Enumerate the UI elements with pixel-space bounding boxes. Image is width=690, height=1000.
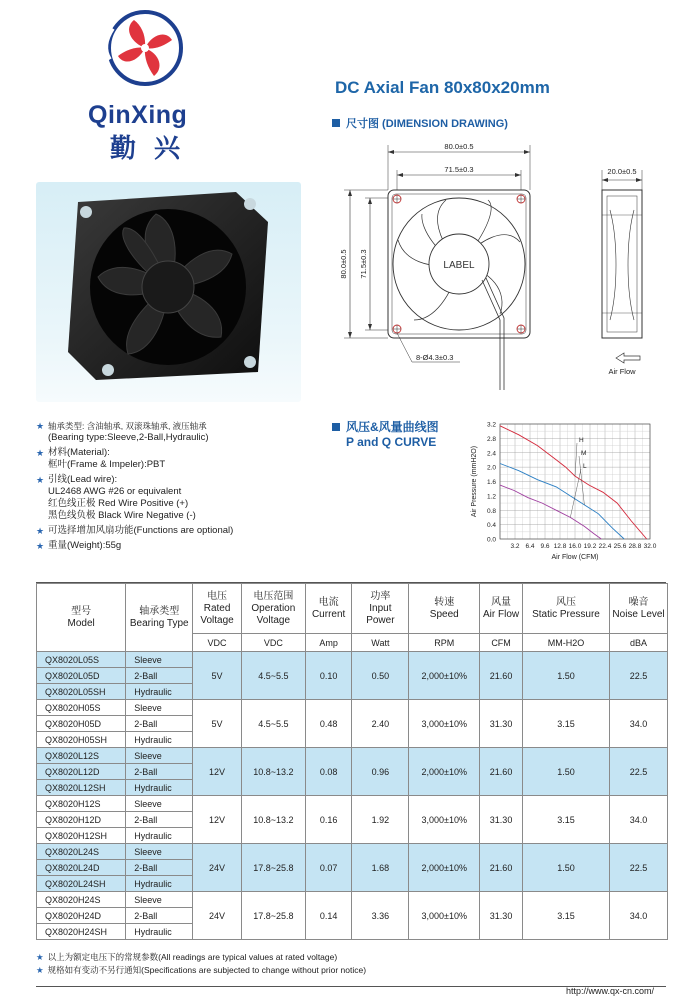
bearing-cell: 2-Ball	[126, 668, 193, 684]
x-tick-label: 6.4	[525, 543, 535, 550]
current-cell: 0.48	[305, 700, 352, 748]
table-row	[37, 652, 668, 668]
dimension-drawing	[330, 130, 680, 400]
brand-name: QinXing	[88, 101, 188, 129]
power-cell: 3.36	[352, 892, 409, 940]
model-cell: QX8020L05S	[37, 652, 126, 668]
series-callout-line	[575, 443, 577, 476]
voltage-cell: 12V	[193, 748, 242, 796]
y-tick-label: 2.0	[486, 464, 496, 472]
header-cn: 电流	[318, 596, 339, 608]
spec-table-wrap	[36, 582, 666, 940]
airflow-arrow-icon	[616, 353, 640, 363]
header-cell	[241, 584, 305, 634]
airflow-label: Air Flow	[608, 367, 636, 376]
model-cell: QX8020H05SH	[37, 732, 126, 748]
star-bullet-icon: ★	[36, 952, 44, 962]
table-header-row	[37, 584, 668, 634]
curve-heading: 风压&风量曲线图 P and Q CURVE	[332, 420, 439, 450]
range-cell: 4.5~5.5	[241, 700, 305, 748]
header-cell	[522, 584, 609, 634]
pressure-cell: 3.15	[522, 700, 609, 748]
square-bullet-icon	[332, 423, 340, 431]
brand-logo	[86, 6, 206, 129]
spec-functions: ★ 可选择增加风扇功能(Functions are optional)	[36, 525, 234, 536]
noise-cell: 22.5	[610, 652, 668, 700]
model-cell: QX8020H24D	[37, 908, 126, 924]
range-cell: 17.8~25.8	[241, 844, 305, 892]
voltage-cell: 5V	[193, 652, 242, 700]
speed-cell: 3,000±10%	[409, 892, 480, 940]
spec-table	[36, 583, 668, 940]
voltage-cell: 24V	[193, 844, 242, 892]
dim-height-hole: 71.5±0.3	[359, 249, 368, 279]
model-cell: QX8020L05D	[37, 668, 126, 684]
table-row	[37, 844, 668, 860]
bearing-cell: Sleeve	[126, 892, 193, 908]
series-line-m	[500, 464, 624, 540]
voltage-cell: 12V	[193, 796, 242, 844]
model-cell: QX8020H05S	[37, 700, 126, 716]
range-cell: 17.8~25.8	[241, 892, 305, 940]
power-cell: 1.68	[352, 844, 409, 892]
x-tick-label: 22.4	[598, 543, 612, 550]
star-bullet-icon: ★	[36, 421, 45, 431]
unit-cell: RPM	[409, 634, 480, 652]
bearing-cell: Sleeve	[126, 652, 193, 668]
y-tick-label: 0.4	[486, 522, 496, 530]
header-cn: 功率	[370, 590, 391, 602]
header-en: Noise Level	[612, 608, 665, 620]
header-cn: 电压范围	[253, 590, 294, 602]
y-axis-label: Air Pressure (mmH2O)	[471, 445, 478, 518]
notes	[36, 951, 366, 977]
noise-cell: 22.5	[610, 844, 668, 892]
header-cell	[305, 584, 352, 634]
range-cell: 10.8~13.2	[241, 796, 305, 844]
header-cn: 风量	[491, 596, 512, 608]
pressure-cell: 1.50	[522, 844, 609, 892]
power-cell: 0.96	[352, 748, 409, 796]
model-cell: QX8020H24S	[37, 892, 126, 908]
unit-cell: Watt	[352, 634, 409, 652]
star-bullet-icon: ★	[36, 541, 45, 551]
x-tick-label: 3.2	[510, 543, 520, 550]
bearing-cell: Hydraulic	[126, 924, 193, 940]
header-cn: 风压	[555, 596, 576, 608]
x-tick-label: 32.0	[643, 543, 657, 550]
series-label-m: M	[581, 450, 587, 457]
header-cell	[409, 584, 480, 634]
fan-photo-icon	[36, 182, 301, 402]
x-tick-label: 12.8	[553, 543, 567, 550]
unit-cell: VDC	[193, 634, 242, 652]
bearing-cell: Sleeve	[126, 748, 193, 764]
header-cell	[126, 584, 193, 652]
bearing-cell: Hydraulic	[126, 780, 193, 796]
header-en: Operation Voltage	[251, 602, 296, 626]
model-cell: QX8020L12SH	[37, 780, 126, 796]
bearing-cell: 2-Ball	[126, 764, 193, 780]
model-cell: QX8020L24SH	[37, 876, 126, 892]
dim-depth: 20.0±0.5	[607, 167, 637, 176]
table-row	[37, 796, 668, 812]
header-en: Rated Voltage	[200, 602, 234, 626]
spec-bearing: ★ 轴承类型: 含油轴承, 双滚珠轴承, 液压轴承 (Bearing type:Sleeve,2-Ball,Hydraulic)	[36, 421, 209, 443]
model-cell: QX8020H12D	[37, 812, 126, 828]
header-cn: 转速	[434, 596, 455, 608]
model-cell: QX8020H05D	[37, 716, 126, 732]
unit-cell: dBA	[610, 634, 668, 652]
header-en: Speed	[429, 608, 459, 620]
range-cell: 10.8~13.2	[241, 748, 305, 796]
spec-wire: ★ 引线(Lead wire): UL2468 AWG #26 or equivalent 红色线正极 Red Wire Positive (+) 黑色线负极 Black Wire Negative (-)	[36, 474, 196, 521]
bearing-cell: Sleeve	[126, 700, 193, 716]
header-en: Current	[311, 608, 346, 620]
noise-cell: 22.5	[610, 748, 668, 796]
model-cell: QX8020L24D	[37, 860, 126, 876]
bearing-cell: 2-Ball	[126, 860, 193, 876]
bearing-cell: 2-Ball	[126, 908, 193, 924]
bearing-cell: Hydraulic	[126, 684, 193, 700]
header-cn: 噪音	[628, 596, 649, 608]
dim-width-outer: 80.0±0.5	[444, 142, 474, 151]
speed-cell: 3,000±10%	[409, 700, 480, 748]
header-cell	[480, 584, 523, 634]
x-tick-label: 16.0	[568, 543, 582, 550]
product-title: DC Axial Fan 80x80x20mm	[335, 78, 550, 97]
bearing-cell: Hydraulic	[126, 732, 193, 748]
dim-width-hole: 71.5±0.3	[444, 165, 474, 174]
y-tick-label: 3.2	[486, 421, 496, 429]
model-cell: QX8020H24SH	[37, 924, 126, 940]
x-tick-label: 19.2	[583, 543, 597, 550]
header-en: Model	[67, 617, 95, 629]
flow-cell: 31.30	[480, 700, 523, 748]
fan-label: LABEL	[443, 260, 475, 271]
bearing-cell: 2-Ball	[126, 716, 193, 732]
model-cell: QX8020H12S	[37, 796, 126, 812]
speed-cell: 3,000±10%	[409, 796, 480, 844]
series-label-h: H	[579, 437, 584, 444]
header-en: Air Flow	[483, 608, 520, 620]
header-cell	[610, 584, 668, 634]
flow-cell: 21.60	[480, 652, 523, 700]
y-tick-label: 1.2	[486, 493, 496, 501]
speed-cell: 2,000±10%	[409, 748, 480, 796]
flow-cell: 21.60	[480, 844, 523, 892]
header-en: Input Power	[366, 602, 395, 626]
pressure-cell: 1.50	[522, 652, 609, 700]
star-bullet-icon: ★	[36, 448, 45, 458]
header-cn: 轴承类型	[139, 605, 180, 617]
x-tick-label: 9.6	[540, 543, 550, 550]
model-cell: QX8020L12D	[37, 764, 126, 780]
square-bullet-icon	[332, 119, 340, 127]
dimension-heading: 尺寸图 (DIMENSION DRAWING)	[332, 115, 508, 131]
header-cell	[352, 584, 409, 634]
noise-cell: 34.0	[610, 700, 668, 748]
noise-cell: 34.0	[610, 796, 668, 844]
bearing-cell: Hydraulic	[126, 828, 193, 844]
spec-weight: ★ 重量(Weight):55g	[36, 540, 122, 551]
speed-cell: 2,000±10%	[409, 844, 480, 892]
voltage-cell: 5V	[193, 700, 242, 748]
x-tick-label: 25.6	[613, 543, 627, 550]
header-en: Bearing Type	[129, 617, 189, 629]
flow-cell: 21.60	[480, 748, 523, 796]
table-row	[37, 892, 668, 908]
pq-curve-chart	[466, 418, 666, 568]
power-cell: 2.40	[352, 700, 409, 748]
y-tick-label: 2.4	[486, 450, 496, 458]
header-en: Static Pressure	[532, 608, 600, 620]
range-cell: 4.5~5.5	[241, 652, 305, 700]
current-cell: 0.08	[305, 748, 352, 796]
pressure-cell: 3.15	[522, 796, 609, 844]
flow-cell: 31.30	[480, 796, 523, 844]
header-cn: 型号	[71, 605, 92, 617]
power-cell: 0.50	[352, 652, 409, 700]
star-bullet-icon: ★	[36, 526, 45, 536]
pressure-cell: 3.15	[522, 892, 609, 940]
table-row	[37, 700, 668, 716]
model-cell: QX8020L12S	[37, 748, 126, 764]
star-bullet-icon: ★	[36, 475, 45, 485]
current-cell: 0.10	[305, 652, 352, 700]
flow-cell: 31.30	[480, 892, 523, 940]
current-cell: 0.16	[305, 796, 352, 844]
brand-name-cn: 勤兴	[110, 134, 199, 164]
voltage-cell: 24V	[193, 892, 242, 940]
star-bullet-icon: ★	[36, 965, 44, 975]
unit-cell: MM-H2O	[522, 634, 609, 652]
y-tick-label: 1.6	[486, 479, 496, 486]
header-cn: 电压	[207, 590, 228, 602]
bearing-cell: 2-Ball	[126, 812, 193, 828]
current-cell: 0.14	[305, 892, 352, 940]
unit-cell: CFM	[480, 634, 523, 652]
power-cell: 1.92	[352, 796, 409, 844]
series-label-l: L	[583, 463, 587, 470]
unit-cell: Amp	[305, 634, 352, 652]
note-change: ★ 规格如有变动不另行通知(Specifications are subjected to change without prior notice)	[36, 965, 367, 975]
footer-url[interactable]: http://www.qx-cn.com/	[566, 986, 655, 996]
y-tick-label: 0.8	[486, 507, 496, 515]
y-tick-label: 2.8	[486, 435, 496, 443]
current-cell: 0.07	[305, 844, 352, 892]
dim-height-outer: 80.0±0.5	[339, 249, 348, 279]
bearing-cell: Hydraulic	[126, 876, 193, 892]
x-axis-label: Air Flow (CFM)	[551, 554, 599, 561]
speed-cell: 2,000±10%	[409, 652, 480, 700]
dim-hole: 8-Ø4.3±0.3	[416, 353, 454, 362]
header-cell	[37, 584, 126, 652]
model-cell: QX8020L24S	[37, 844, 126, 860]
spec-material: ★ 材料(Material): 框叶(Frame & Impeler):PBT	[36, 447, 166, 470]
table-row	[37, 748, 668, 764]
product-photo	[36, 182, 301, 402]
bearing-cell: Sleeve	[126, 796, 193, 812]
model-cell: QX8020H12SH	[37, 828, 126, 844]
x-tick-label: 28.8	[628, 543, 642, 550]
bearing-cell: Sleeve	[126, 844, 193, 860]
noise-cell: 34.0	[610, 892, 668, 940]
model-cell: QX8020L05SH	[37, 684, 126, 700]
pressure-cell: 1.50	[522, 748, 609, 796]
note-typical: ★ 以上为额定电压下的常规参数(All readings are typical values at rated voltage)	[36, 952, 338, 962]
series-line-h	[500, 426, 647, 539]
spec-list	[36, 420, 296, 555]
header-cell	[193, 584, 242, 634]
fan-logo-icon	[90, 6, 200, 98]
y-tick-label: 0.0	[486, 536, 496, 544]
unit-cell: VDC	[241, 634, 305, 652]
